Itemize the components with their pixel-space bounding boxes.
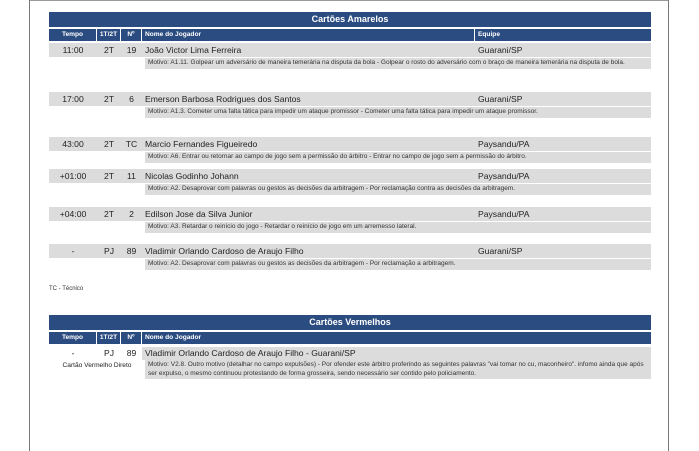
- card-half: 2T: [103, 139, 115, 149]
- card-player: Edilson Jose da Silva Junior: [145, 209, 253, 219]
- card-half: 2T: [103, 171, 115, 181]
- card-half: PJ: [103, 246, 115, 256]
- card-team: Paysandu/PA: [478, 139, 530, 149]
- yellow-card-row: [49, 92, 651, 118]
- card-reason: Motivo: A2. Desaprovar com palavras ou gestos as decisões da arbitragem - Por reclamação a arbitragem.: [148, 260, 456, 267]
- card-number: 6: [129, 94, 134, 104]
- card-reason: Motivo: A3. Retardar o reinício do jogo - Retardar o reinício de jogo em um arremesso lateral.: [148, 223, 417, 230]
- card-time: 43:00: [62, 139, 84, 149]
- card-number: TC: [125, 139, 138, 149]
- yellow-card-row: [49, 137, 651, 163]
- yellow-card-row: [49, 207, 651, 233]
- card-reason: Motivo: A1.3. Cometer uma falta tática para impedir um ataque promissor - Cometer uma falta tática para impedir um ataque promissor.: [148, 108, 538, 115]
- yellow-card-row: [49, 244, 651, 270]
- card-time: 11:00: [62, 45, 84, 55]
- red-cards-title: Cartões Vermelhos: [49, 315, 651, 330]
- card-number: 19: [126, 45, 137, 55]
- card-number: 2: [129, 209, 134, 219]
- header-half: 1T/2T: [97, 332, 121, 344]
- card-team: Paysandu/PA: [478, 171, 530, 181]
- card-time: 17:00: [62, 94, 84, 104]
- page-right-border: [668, 0, 669, 451]
- header-player: Nome do Jogador: [142, 332, 651, 344]
- yellow-card-row: [49, 169, 651, 195]
- card-half: 2T: [103, 209, 115, 219]
- card-half: 2T: [103, 94, 115, 104]
- card-team: Guarani/SP: [478, 246, 523, 256]
- yellow-cards-title: Cartões Amarelos: [49, 12, 651, 27]
- page-top-border: [29, 0, 669, 1]
- header-half: 1T/2T: [97, 29, 121, 41]
- red-card-row: [49, 347, 651, 379]
- card-player: João Victor Lima Ferreira: [145, 45, 242, 55]
- card-reason: Motivo: A6. Entrar ou retornar ao campo de jogo sem a permissão do árbitro - Entrar no campo de jogo sem a permissão do árbitro.: [148, 153, 527, 160]
- header-number: Nº: [121, 332, 142, 344]
- card-half: 2T: [103, 45, 115, 55]
- card-player: Vladimir Orlando Cardoso de Araujo Filho - Guarani/SP: [142, 347, 651, 360]
- card-time: +04:00: [59, 209, 87, 219]
- yellow-cards-header: [49, 29, 651, 41]
- card-time: -: [71, 348, 75, 358]
- card-team: Guarani/SP: [478, 45, 523, 55]
- header-player: Nome do Jogador: [142, 29, 475, 41]
- card-half: PJ: [103, 348, 115, 358]
- card-number: 89: [126, 348, 137, 358]
- card-player: Marcio Fernandes Figueiredo: [145, 139, 258, 149]
- card-player: Nicolas Godinho Johann: [145, 171, 239, 181]
- header-time: Tempo: [49, 332, 97, 344]
- card-number: 89: [126, 246, 137, 256]
- footnote-legend: TC - Técnico: [49, 286, 84, 292]
- page-left-border: [29, 0, 30, 451]
- card-reason: Motivo: V2.8. Outro motivo (detalhar no campo expulsões) - Por ofender este árbitro proferindo as seguintes palavras "vai tomar no cu, maconheiro". infomo ainda que após ser expulso, o mesmo continuou protestando de forma grosseira, sendo necessário ser contido pelo policiamento.: [145, 360, 651, 379]
- header-number: Nº: [121, 29, 142, 41]
- card-player: Emerson Barbosa Rodrigues dos Santos: [145, 94, 301, 104]
- card-time: -: [71, 246, 75, 256]
- header-team: Equipe: [475, 29, 651, 41]
- red-cards-header: [49, 332, 651, 344]
- card-type: Cartão Vermelho Direto: [62, 362, 132, 369]
- card-number: 11: [127, 171, 136, 181]
- card-team: Paysandu/PA: [478, 209, 530, 219]
- card-team: Guarani/SP: [478, 94, 523, 104]
- header-time: Tempo: [49, 29, 97, 41]
- card-reason: Motivo: A2. Desaprovar com palavras ou gestos as decisões da arbitragem - Por reclamação contra as decisões da arbitragem.: [148, 185, 516, 192]
- card-reason: Motivo: A1.11. Golpear um adversário de maneira temerária na disputa da bola - Golpear o rosto do adversário com o braço de maneira temerária na disputa de bola.: [148, 59, 625, 66]
- card-player: Vladimir Orlando Cardoso de Araujo Filho: [145, 246, 304, 256]
- card-time: +01:00: [59, 171, 87, 181]
- yellow-card-row: [49, 43, 651, 69]
